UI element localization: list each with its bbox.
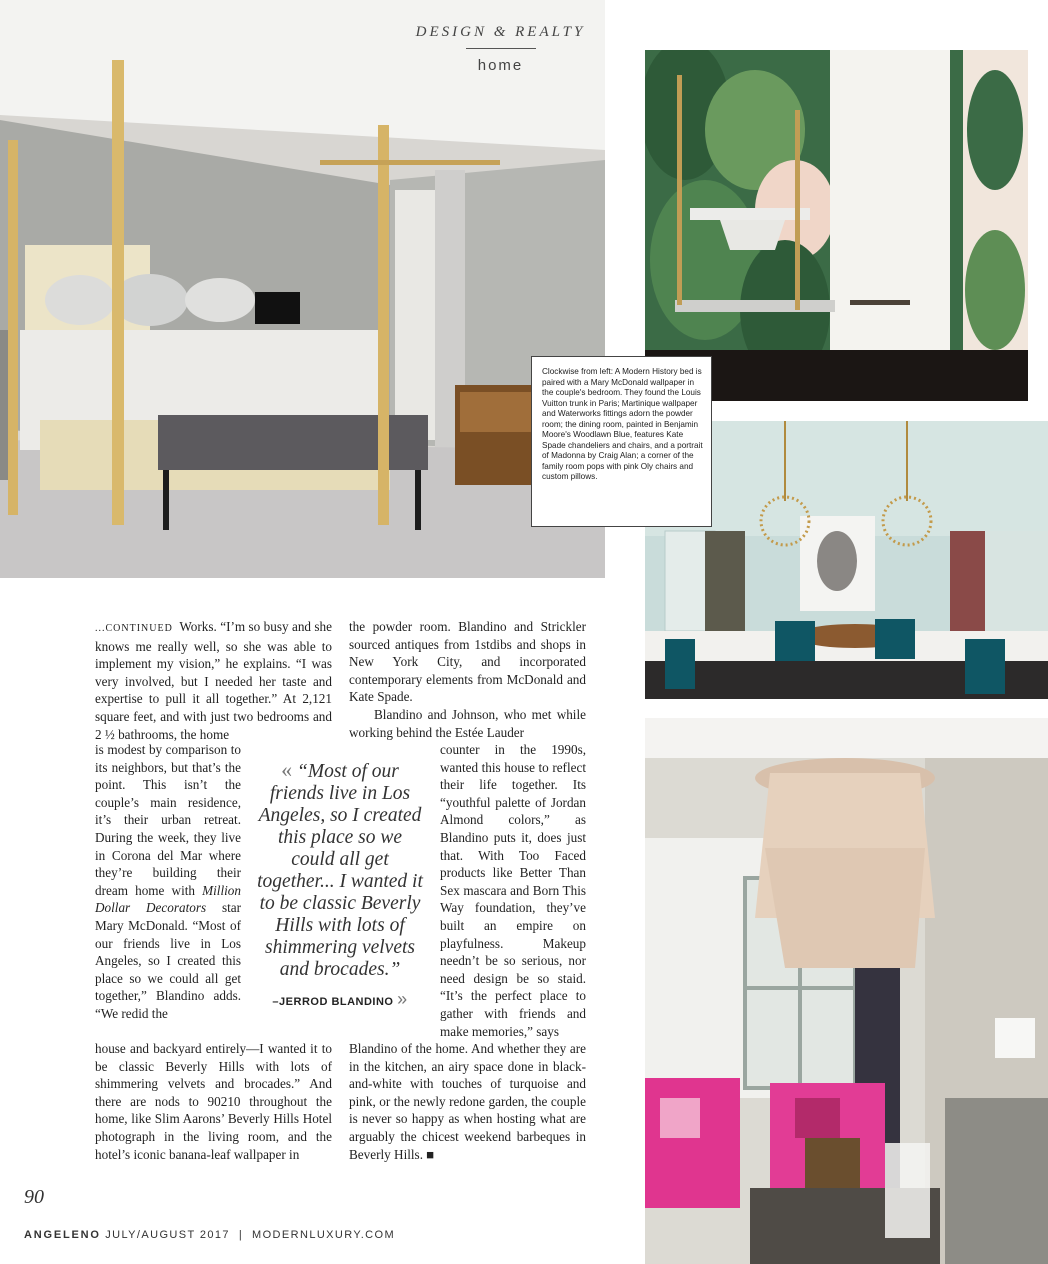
quote-close-mark: » — [397, 989, 408, 1009]
show-title: Million Dollar Decorators — [95, 882, 241, 916]
footer-separator: | — [238, 1229, 244, 1241]
section-title: DESIGN & REALTY — [415, 24, 586, 40]
page-footer — [24, 1229, 395, 1241]
pull-quote — [254, 759, 426, 1010]
powder-room-photo — [645, 50, 1028, 401]
family-room-photo — [645, 718, 1048, 1264]
article-text: is modest by comparison to its neighbors, but that’s the point. This isn’t the couple’s main residence, it’s their urban retreat. During the week, they live in Corona del Mar where they’re building their dream home with — [95, 742, 241, 898]
pull-quote-attribution: –JERROD BLANDINO — [272, 996, 394, 1008]
page-number: 90 — [24, 1186, 44, 1208]
article-col2-bottom — [349, 1040, 586, 1163]
pull-quote-text: “Most of our friends live in Los Angeles, so I created this place so we could all get together... I wanted it to be classic Beverly Hills with lots of shimmering velvets and brocades.” — [257, 761, 423, 980]
article-text: counter in the 1990s, wanted this house to reflect their life together. Its “youthful palette of Jordan Almond colors,” as Blandino puts it, does just that. With Too Faced products like Better Than Sex mascara and Born This Way foundation, they’ve built an empire on playfulness. Makeup needn’t be so serious, nor need design be so staid. “It’s the perfect place to gather with friends and make memories,” says — [440, 742, 586, 1039]
article-text: Blandino and Johnson, who met while working behind the Estée Lauder — [349, 706, 586, 740]
article-col2-mid — [440, 741, 586, 1040]
article-col2-top — [349, 618, 586, 741]
continued-label: ...CONTINUED — [95, 623, 173, 634]
article-col1-top — [95, 618, 332, 743]
article-text: the powder room. Blandino and Strickler sourced antiques from 1stdibs and shops in New York City, and incorporated contemporary elements from McDonald and Kate Spade. — [349, 619, 586, 705]
magazine-brand: ANGELENO — [24, 1229, 101, 1241]
article-col1-mid — [95, 741, 241, 1023]
section-subtitle: home — [477, 57, 524, 74]
section-header — [398, 24, 603, 74]
section-divider — [466, 48, 536, 49]
photo-caption: Clockwise from left: A Modern History bed is paired with a Mary McDonald wallpaper in the couple's bedroom. They found the Louis Vuitton trunk in Paris; Martinique wallpaper and Waterworks fittings adorn the powder room; the dining room, painted in Benjamin Moore's Woodlawn Blue, features Kate Spade chandeliers and chairs, and a portrait of Madonna by Craig Alan; a corner of the family room pops with pink Oly chairs and custom pillows. — [531, 356, 712, 527]
quote-open-mark: « — [281, 757, 293, 782]
article-text: Blandino of the home. And whether they are in the kitchen, an airy space done in black-and-white with touches of turquoise and pink, or the newly redone garden, the couple is never so happy as when hosting what are arguably the chicest weekend barbeques in Beverly Hills. ■ — [349, 1041, 586, 1162]
website-url: MODERNLUXURY.COM — [252, 1229, 396, 1241]
article-text: Works. “I’m so busy and she knows me really well, so she was able to implement my vision,” he explains. “I was very involved, but I needed her taste and expertise to pull it all together.” At 2,121 square feet, and with just two bedrooms and 2 ½ bathrooms, the home — [95, 619, 332, 742]
article-col1-bottom — [95, 1040, 332, 1163]
article-text: star Mary McDonald. “Most of our friends live in Los Angeles, so I created this place so we could all get together,” Blandino adds. “We redid the — [95, 900, 242, 1021]
issue-date: JULY/AUGUST 2017 — [105, 1229, 230, 1241]
article-text: house and backyard entirely—I wanted it to be classic Beverly Hills with lots of shimmering velvets and brocades.” And there are nods to 90210 throughout the home, like Slim Aarons’ Beverly Hills Hotel photograph in the living room, and the hotel’s iconic banana-leaf wallpaper in — [95, 1041, 332, 1162]
bedroom-photo — [0, 0, 605, 578]
